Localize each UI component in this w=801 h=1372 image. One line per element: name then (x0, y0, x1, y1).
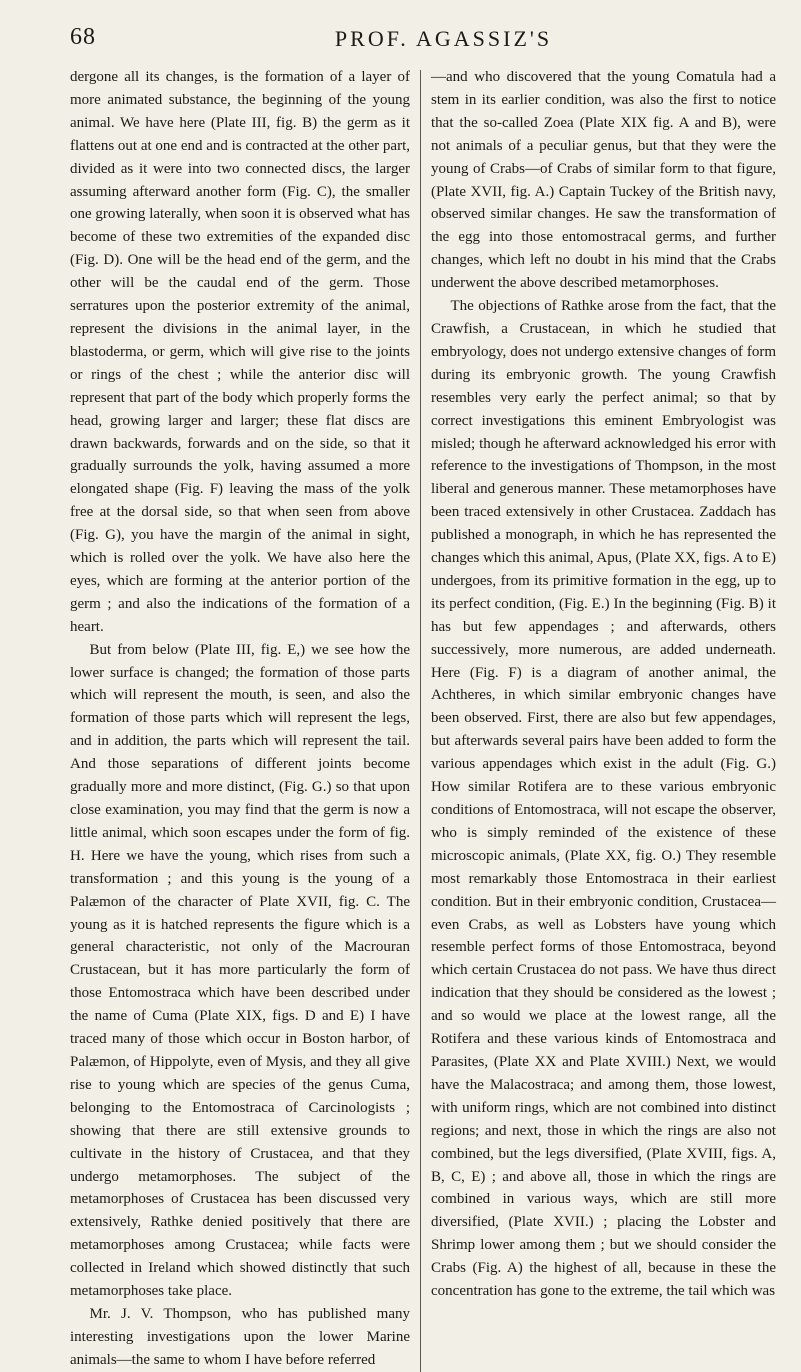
page-number: 68 (70, 24, 96, 50)
left-column (70, 66, 420, 1372)
paragraph: But from below (Plate III, fig. E,) we see how the lower surface is changed; the formation of those parts which will represent the mouth, is seen, and also the formation of those parts which will represent the legs, and in addition, the parts which will represent the tail. And those separations of different joints become gradually more and more distinct, (Fig. G.) so that upon close examination, you may find that the germ is now a little animal, which soon escapes under the form of fig. H. Here we have the young, which rises from such a transformation ; and this young is the young of a Palæmon of the character of Plate XVII, fig. C. The young as it is hatched represents the figure which is a general characteristic, not only of the Macrouran Crustacean, but it has more particularly the form of those Entomostraca which have been described under the name of Cuma (Plate XIX, figs. D and E) I have traced many of those which occur in Boston harbor, of Palæmon, of Hippolyte, even of Mysis, and they all give rise to young which are species of the genus Cuma, belonging to the Entomostraca of Carcinologists ; showing that there are still extensive grounds to cultivate in the history of Crustacea, and that they undergo metamorphoses. The subject of the metamorphoses of Crustacea has been discussed very extensively, Rathke denied positively that there are metamorphoses among Crustacea; while facts were collected in Ireland which showed distinctly that such metamorphoses take place. (70, 641, 410, 1300)
paragraph: The objections of Rathke arose from the fact, that the Crawfish, a Crustacean, in which he studied that embryology, does not undergo extensive changes of form during its embryonic growth. The young Crawfish resembles very early the perfect animal; so that by correct investigations this eminent Embryologist was misled; though he afterward acknowledged his error with reference to the investigations of Thompson, in the most liberal and generous manner. These metamorphoses have been traced extensively in other Crustacea. Zaddach has published a monograph, in which he has represented the changes which this animal, Apus, (Plate XX, figs. A to E) undergoes, from its primitive formation in the egg, up to its perfect condition, (Fig. E.) In the beginning (Fig. B) it has but few appendages ; and afterwards, others successively, more numerous, are added underneath. Here (Fig. F) is a diagram of another animal, the Achtheres, in which similar embryonic changes have been observed. First, there are also but few appendages, but afterwards several pairs have been added to form the various appendages which exist in the adult (Fig. G.) How similar Rotifera are to these various embryonic conditions of Entomostraca, will not escape the observer, who is simply reminded of the existence of these microscopic animals, (Plate XX, fig. O.) They resemble most remarkably those Entomostraca in their earliest condition. But in their embryonic condition, Crustacea—even Crabs, as well as Lobsters have young which resemble perfect forms of those Entomostraca, beyond which certain Crustacea do not pass. We have thus direct indication that they should be considered as the lowest ; and so would we place at the lowest range, all the Rotifera and these various kinds of Entomostraca and Parasites, (Plate XX and Plate XVIII.) Next, we would have the Malacostraca; and among them, those lowest, with uniform rings, which are not combined into distinct regions; and next, those in which the rings are also not combined, but the legs diversified, (Plate XVIII, figs. A, B, C, E) ; and above all, those in which the rings are combined in various ways, which are still more diversified, (Plate XVII.) ; placing the Lobster and Shrimp lower among them ; but we should consider the Crabs (Fig. A) the highest of all, because in these the concentration has gone to the extreme, the tail which was (431, 298, 776, 1300)
paragraph: —and who discovered that the young Comatula had a stem in its earlier condition, was also the first to notice that the so-called Zoea (Plate XIX fig. A and B), were not animals of a peculiar genus, but that they were the young of Crabs—of Crabs of similar form to that figure, (Plate XVII, fig. A.) Captain Tuckey of the British navy, observed similar changes. He saw the transformation of the egg into those entomostracal germs, and further changes, which left no doubt in his mind that the Crabs underwent the above described metamorphoses. (431, 69, 776, 292)
page-header (70, 22, 777, 58)
paragraph: Mr. J. V. Thompson, who has published many interesting investigations upon the lower Marine animals—the same to whom I have before referred (70, 1305, 410, 1368)
paragraph: dergone all its changes, is the formation of a layer of more animated substance, the beginning of the young animal. We have here (Plate III, fig. B) the germ as it flattens out at one end and is contracted at the other part, divided as it were into two connected discs, the larger assuming afterward another form (Fig. C), the smaller one growing laterally, when soon it is observed what has become of these two extremities of the expanded disc (Fig. D). One will be the head end of the germ, and the other will be the caudal end of the germ. Those serratures upon the posterior extremity of the animal, represent the divisions in the animal layer, in the blastoderma, or germ, which will give rise to the joints or rings of the chest ; while the anterior disc will represent that part of the body which properly forms the head, growing larger and larger; these flat discs are drawn backwards, forwards and on the side, so that it gradually surrounds the yolk, having assumed a more elongated shape (Fig. F) leaving the mass of the yolk free at the dorsal side, so that when seen from above (Fig. G), you have the margin of the animal in sight, which is rolled over the yolk. We have also here the eyes, which are forming at the anterior portion of the germ ; and also the indications of the formation of a heart. (70, 69, 410, 635)
running-title: PROF. AGASSIZ'S (334, 26, 553, 51)
right-column (421, 66, 776, 1372)
text-columns (70, 66, 777, 1372)
